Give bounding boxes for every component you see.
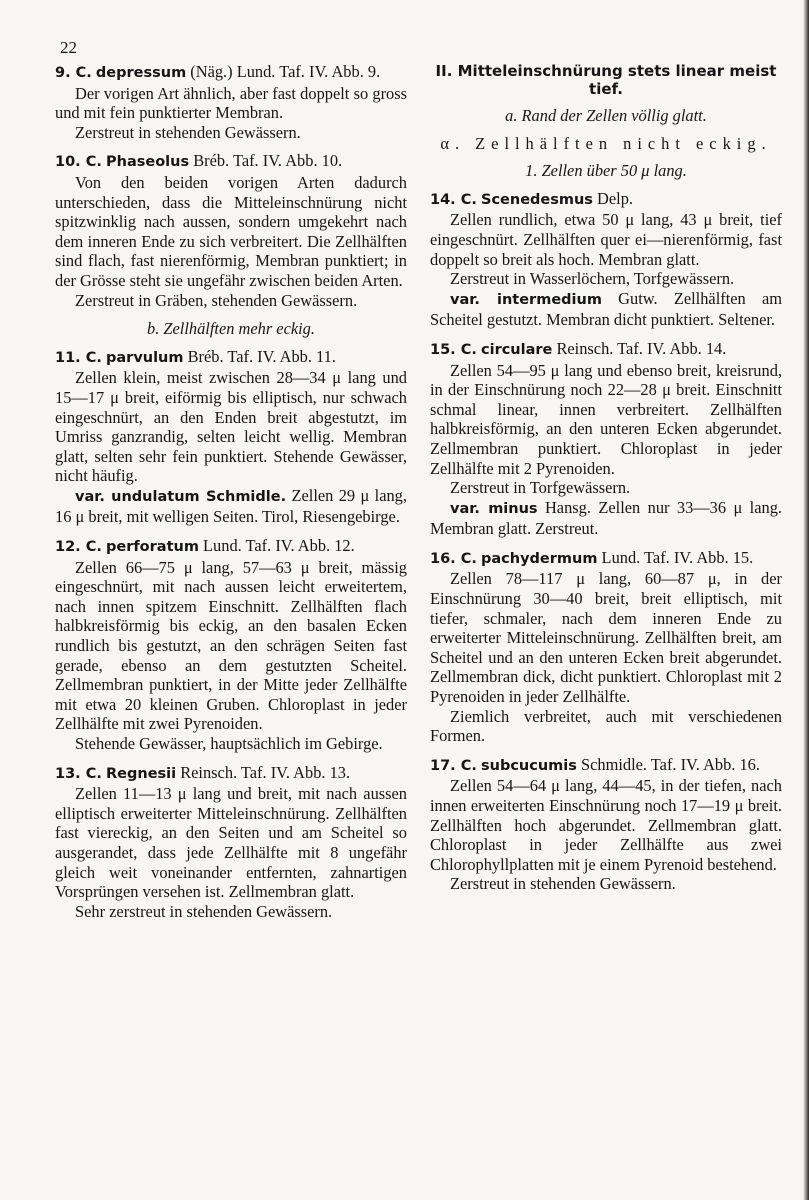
variety-name: var. undulatum Schmidle. [75,488,287,505]
habitat: Zerstreut in Wasserlöchern, Torfgewässern. [450,269,735,289]
variety-text: Zellen 29 μ lang, 16 μ breit, mit welligen Seiten. Tirol, Riesengebirge. [55,485,407,527]
species-name: pachydermum [481,550,598,567]
species-name: perforatum [106,539,199,556]
entry-number: 14. C. [430,191,477,208]
species-name: Scenedesmus [481,191,593,208]
entry-number: 12. C. [55,539,102,556]
habitat: Sehr zerstreut in stehenden Gewässern. [75,901,333,921]
entry-number: 10. C. [55,154,102,171]
subsection-heading-1: 1. Zellen über 50 μ lang. [525,161,687,181]
habitat: Zerstreut in Torfgewässern. [450,478,631,498]
description: Der vorigen Art ähnlich, aber fast doppelt so gross und mit fein punktierter Membran. [55,83,407,123]
species-name: Regnesii [106,765,177,782]
variety-text: Gutw. Zellhälften am Scheitel gestutzt. Membran dicht punktiert. Seltener. [430,288,782,330]
description: Zellen 78—117 μ lang, 60—87 μ, in der Einschnürung 30—40 breit, breit elliptisch, mit tiefer, schmaler, nach dem inneren Ende zu erweiterter Mitteleinschnürung. Zellhälften breit, am Scheitel und an den unteren Ecken breit abgerundet. Zellmembran dick, dicht punktiert. Chloroplast mit 2 Pyrenoiden in jeder Zellhälfte. [430,569,782,707]
habitat: Zerstreut in stehenden Gewässern. [450,874,676,894]
entry-number: 9. C. [55,65,92,81]
entry-10 [55,151,407,310]
species-authority: Lund. Taf. IV. Abb. 15. [597,547,754,567]
habitat: Zerstreut in stehenden Gewässern. [75,122,301,142]
species-authority: Bréb. Taf. IV. Abb. 11. [183,346,336,366]
left-column [55,62,407,930]
habitat: Stehende Gewässer, hauptsächlich im Gebirge. [75,734,383,753]
entry-14 [430,189,782,330]
species-name: Phaseolus [106,154,190,171]
entry-13 [55,763,407,922]
species-authority: Reinsch. Taf. IV. Abb. 13. [176,762,351,782]
page-number: 22 [60,38,77,57]
description: Zellen rundlich, etwa 50 μ lang, 43 μ breit, tief eingeschnürt. Zellhälften quer ei—nierenförmig, fast doppelt so breit als hoch. Membran glatt. [430,210,782,269]
description: Zellen 54—95 μ lang und ebenso breit, kreisrund, in der Einschnürung noch 22—28 μ breit. Einschnitt schmal linear, innen verbreitert. Zellhälften halbkreisförmig, an den unteren Ecken abgerundet. Zellmembran punktiert. Chloroplast in jeder Zellhälfte mit 2 Pyrenoiden. [430,360,782,478]
page-edge-shadow [803,0,809,1200]
section-heading-II: II. Mitteleinschnürung stets linear meist tief. [435,62,777,98]
species-name: parvulum [106,349,184,366]
species-authority: Bréb. Taf. IV. Abb. 10. [189,151,343,171]
species-authority: (Näg.) Lund. Taf. IV. Abb. 9. [186,62,381,81]
entry-17 [430,755,782,894]
species-authority: Lund. Taf. IV. Abb. 12. [198,536,355,556]
habitat: Ziemlich verbreitet, auch mit verschiedenen Formen. [430,706,782,746]
species-authority: Reinsch. Taf. IV. Abb. 14. [552,338,727,358]
variety-text: Hansg. Zellen nur 33—36 μ lang. Membran glatt. Zerstreut. [430,497,782,539]
entry-number: 16. C. [430,550,477,567]
description: Zellen 66—75 μ lang, 57—63 μ breit, mässig eingeschnürt, mit nach aussen leicht erweitertem, nach innen spitzem Einschnitt. Zellhälften flach halbkreisförmig bis eckig, an den basalen Ecken rundlich bis gestutzt, an den schrägen Seiten fast gerade, ebenso an dem gestutzten Scheitel. Zellmembran punktiert, in der Mitte jeder Zellhälfte mit etwa 20 kleinen Gruben. Chloroplast in jeder Zellhälfte mit zwei Pyrenoiden. [55,557,407,734]
species-name: circulare [481,341,553,358]
entry-12 [55,536,407,754]
habitat: Zerstreut in Gräben, stehenden Gewässern. [75,290,358,310]
species-name: depressum [95,65,187,81]
entry-9 [55,62,407,142]
species-authority: Delp. [592,188,633,208]
entry-number: 11. C. [55,349,102,366]
entry-15 [430,339,782,539]
description: Zellen 54—64 μ lang, 44—45, in der tiefen, nach innen erweiterten Einschnürung noch 17—19 μ breit. Zellhälften hoch abgerundet. Zellmembran glatt. Chloroplast in jeder Zellhälfte aus zwei Chlorophyllplatten mit je einem Pyrenoid bestehend. [430,776,782,874]
right-column [430,62,782,903]
subsection-heading-b: b. Zellhälften mehr eckig. [147,319,315,339]
variety-name: var. intermedium [450,291,602,308]
species-authority: Schmidle. Taf. IV. Abb. 16. [576,754,760,774]
description: Zellen 11—13 μ lang und breit, mit nach aussen elliptisch erweiterter Mitteleinschnürung. Zellhälften fast viereckig, an den Seiten und am Scheitel so ausgerandet, dass jede Zellhälfte mit 8 ungefähr gleich weit voneinander entfernten, zahnartigen Vorsprüngen versehen ist. Zellmembran glatt. [55,784,407,902]
description: Zellen klein, meist zwischen 28—34 μ lang und 15—17 μ breit, eiförmig bis elliptisch, nur schwach eingeschnürt, an den Enden breit abgestutzt, im Umriss ganzrandig, selten leicht wellig. Membran glatt, selten sehr fein punktiert. Stehende Gewässer, nicht häufig. [55,368,407,486]
entry-number: 17. C. [430,757,477,774]
subsection-heading-a: a. Rand der Zellen völlig glatt. [505,106,707,125]
entry-16 [430,548,782,746]
description: Von den beiden vorigen Arten dadurch unterschieden, dass die Mitteleinschnürung nicht spitzwinklig nach aussen, sondern umgekehrt nach dem inneren Ende zu sich verbreitert. Die Zellhälften sind flach, fast nierenförmig, Membran punktiert; in der Grösse steht sie ungefähr zwischen beiden Arten. [55,172,407,290]
entry-number: 15. C. [430,341,477,358]
subsection-heading-alpha: α. Zellhälften nicht eckig. [440,133,772,153]
variety-name: var. minus [450,500,538,517]
species-name: subcucumis [481,757,577,774]
entry-11 [55,347,407,527]
entry-number: 13. C. [55,765,102,782]
